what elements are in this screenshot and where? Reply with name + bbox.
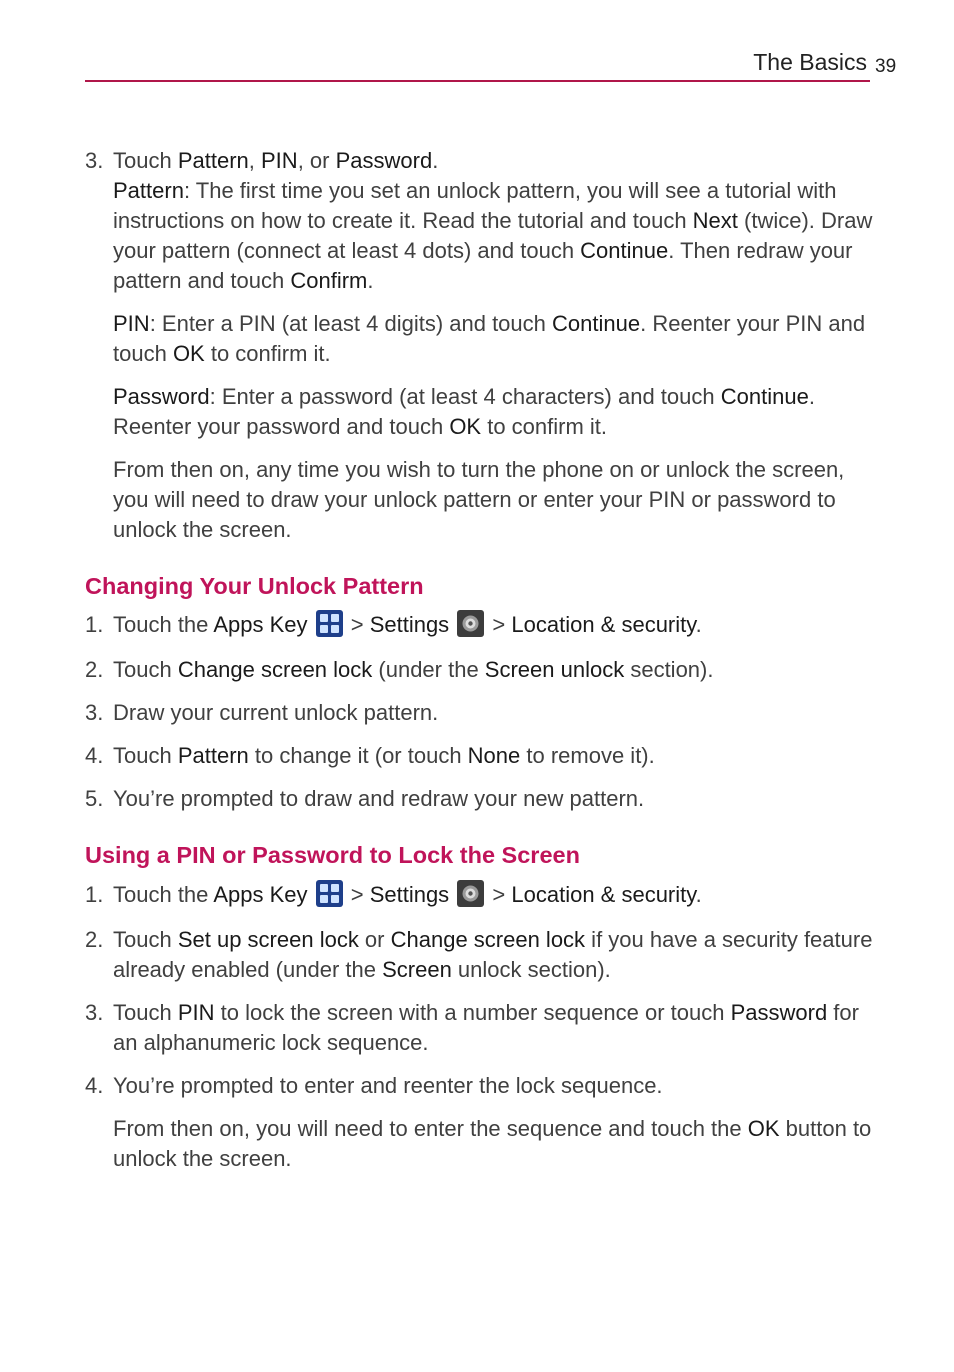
term-continue: Continue (580, 238, 669, 263)
term-pin: PIN (113, 311, 150, 336)
list-item-step-3: 3. Draw your current unlock pattern. (85, 698, 875, 728)
term-change-screen-lock: Change screen lock (390, 927, 586, 952)
password-paragraph: Password: Enter a password (at least 4 characters) and touch Continue. Reenter your password and touch OK to confirm it. (113, 384, 815, 439)
term-ok: OK (747, 1116, 780, 1141)
settings-gear-icon (457, 880, 484, 907)
from-then-paragraph: From then on, any time you wish to turn the phone on or unlock the screen, you will need to draw your unlock pattern or enter your PIN or password to unlock the screen. (113, 457, 845, 542)
list-item-step-5: 5. You’re prompted to draw and redraw your new pattern. (85, 784, 875, 814)
term-pattern: Pattern (177, 743, 249, 768)
term-screen-unlock: Screen unlock (484, 657, 625, 682)
list-number: 4. (85, 1073, 104, 1098)
list-number: 2. (85, 927, 104, 952)
term-set-up-screen-lock: Set up screen lock (177, 927, 359, 952)
term-location-security: Location & security (511, 612, 696, 637)
page-body (85, 146, 875, 1174)
list-number: 2. (85, 657, 104, 682)
list-item-step-3: 3. Touch PIN to lock the screen with a number sequence or touch Password for an alphanumeric lock sequence. (85, 1000, 859, 1055)
section-heading-changing-pattern: Changing Your Unlock Pattern (85, 573, 424, 599)
final-paragraph: From then on, you will need to enter the sequence and touch the OK button to unlock the screen. (113, 1116, 872, 1171)
page-number: 39 (875, 56, 897, 77)
list-number: 5. (85, 786, 104, 811)
list-number: 3. (85, 700, 104, 725)
pattern-paragraph: Pattern: The first time you set an unlock pattern, you will see a tutorial with instructions on how to create it. Read the tutorial and touch Next (twice). Draw your pattern (connect at least 4 dots) and touch Continue. Then redraw your pattern and touch Confirm. (113, 178, 873, 293)
pin-paragraph: PIN: Enter a PIN (at least 4 digits) and touch Continue. Reenter your PIN and touch OK to confirm it. (113, 311, 866, 366)
term-next: Next (692, 208, 738, 233)
list-number: 1. (85, 882, 104, 907)
term-apps-key: Apps Key (213, 882, 308, 907)
term-continue: Continue (552, 311, 641, 336)
term-pin: PIN (261, 148, 298, 173)
term-location-security: Location & security (511, 882, 696, 907)
list-item-step-4: 4. Touch Pattern to change it (or touch None to remove it). (85, 741, 875, 771)
term-none: None (467, 743, 521, 768)
term-change-screen-lock: Change screen lock (177, 657, 373, 682)
header-section-title: The Basics (753, 49, 867, 75)
list-number: 3. (85, 1000, 104, 1025)
term-password: Password (335, 148, 433, 173)
term-apps-key: Apps Key (213, 612, 308, 637)
list-number: 3. (85, 148, 104, 173)
term-pattern: Pattern (113, 178, 184, 203)
header-divider (85, 80, 870, 82)
term-continue: Continue (720, 384, 809, 409)
list-item-step-4: 4. You’re prompted to enter and reenter the lock sequence. (85, 1071, 875, 1101)
term-password: Password (113, 384, 210, 409)
apps-key-icon (316, 880, 343, 907)
list-item-step-1: 1. Touch the Apps Key > Settings > Location & security. (85, 880, 875, 910)
list-item-step-3: 3. Touch Pattern, PIN, or Password. (85, 146, 875, 176)
term-confirm: Confirm (290, 268, 368, 293)
settings-gear-icon (457, 610, 484, 637)
term-settings: Settings (369, 612, 450, 637)
section-heading-pin-password: Using a PIN or Password to Lock the Screen (85, 842, 580, 868)
term-settings: Settings (369, 882, 450, 907)
term-screen: Screen (382, 957, 452, 982)
list-item-step-2: 2. Touch Set up screen lock or Change screen lock if you have a security feature already enabled (under the Screen unlock section). (85, 927, 873, 982)
term-pattern: Pattern (177, 148, 249, 173)
term-ok: OK (449, 414, 482, 439)
term-ok: OK (172, 341, 205, 366)
term-pin: PIN (177, 1000, 215, 1025)
list-number: 1. (85, 612, 104, 637)
term-password: Password (730, 1000, 828, 1025)
list-item-step-1: 1. Touch the Apps Key > Settings > Location & security. (85, 610, 875, 640)
apps-key-icon (316, 610, 343, 637)
list-number: 4. (85, 743, 104, 768)
list-item-step-2: 2. Touch Change screen lock (under the Screen unlock section). (85, 655, 875, 685)
